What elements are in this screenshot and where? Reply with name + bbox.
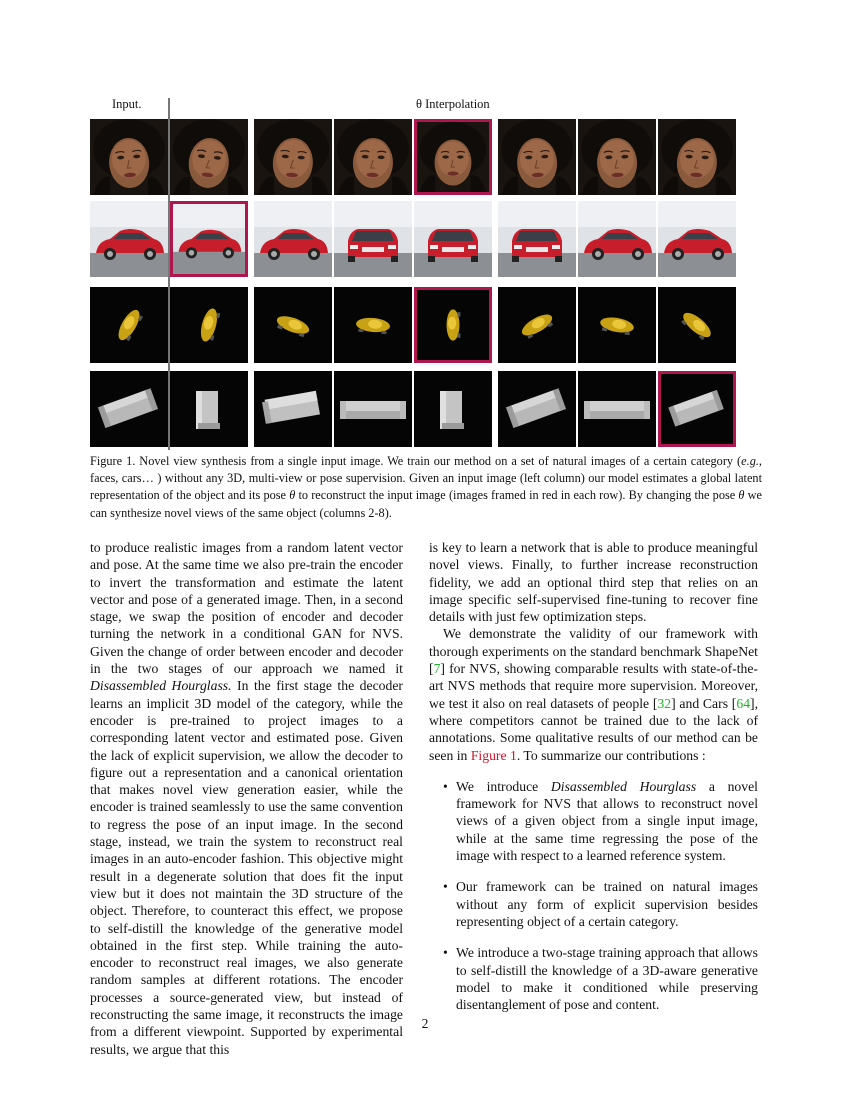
- contribution-1-text-b: a novel framework for NVS that allows to reconstruct novel views of a given object from a single input image, while at the same time regressing the pose of the image with respect to a learned reference system.: [456, 778, 758, 864]
- figure-caption: [90, 453, 762, 522]
- caption-part-3: to reconstruct the input image (images framed in red in each row). By changing the pose: [295, 488, 739, 503]
- contribution-3-text: We introduce a two-stage training approach that allows to self-distill the knowledge of a 3D-aware generative model to make it conditioned while preserving disentanglement of pose and content.: [456, 945, 758, 1013]
- caption-eg: e.g.: [741, 454, 759, 468]
- input-thumbnail: [90, 119, 168, 195]
- contribution-item: [429, 778, 758, 864]
- right-text-b: ] for NVS, showing comparable results with state-of-the-art NVS methods that require more supervision. Moreover, we test it also on real datasets of people [: [429, 661, 758, 711]
- contribution-1-method-name: Disassembled Hourglass: [550, 778, 697, 794]
- citation-7[interactable]: 7: [433, 661, 441, 677]
- novel-view-thumbnail: [498, 201, 576, 277]
- novel-view-thumbnail: [254, 201, 332, 277]
- column-header-theta-interpolation: θ Interpolation: [416, 97, 490, 111]
- novel-view-thumbnail: [334, 371, 412, 447]
- bullet: •: [443, 945, 448, 961]
- reconstruction-thumbnail: [414, 119, 492, 195]
- contribution-1-text-a: We introduce: [456, 778, 551, 794]
- novel-view-thumbnail: [254, 287, 332, 363]
- left-paragraph: [90, 539, 403, 1058]
- novel-view-thumbnail: [334, 119, 412, 195]
- page-number: 2: [421, 1016, 429, 1031]
- right-column: [429, 539, 758, 1027]
- left-column: [90, 539, 403, 1058]
- contribution-item: [429, 944, 758, 1013]
- figure-1: [90, 95, 740, 450]
- bullet: •: [443, 879, 448, 895]
- contribution-item: [429, 878, 758, 930]
- left-text-a: to produce realistic images from a random latent vector and pose. At the same time we also pre-train the encoder to invert the transformation and estimate the latent vector and pose of a generated image. Then, in a second stage, we swap the position of encoder and decoder turning the network in a conditional GAN for NVS. Given the change of order between encoder and decoder in the two stages of our approach we named it: [90, 540, 403, 677]
- novel-view-thumbnail: [498, 287, 576, 363]
- caption-theta-1: θ: [289, 488, 296, 503]
- citation-32[interactable]: 32: [657, 695, 672, 711]
- novel-view-thumbnail: [658, 119, 736, 195]
- novel-view-thumbnail: [414, 201, 492, 277]
- caption-part-2: , faces, cars… ) without any 3D, multi-view or pose supervision. Given an input image (left column) our model estimates a global latent representation of the object and its pose: [90, 454, 762, 503]
- right-paragraph-1: is key to learn a network that is able to produce meaningful novel views. Finally, to further increase reconstruction fidelity, we add an optional third step that relies on an image specific self-supervised fine-tuning to recover fine details with just few optimization steps.: [429, 540, 758, 625]
- contributions-list: [429, 778, 758, 1014]
- input-thumbnail: [90, 371, 168, 447]
- novel-view-thumbnail: [170, 287, 248, 363]
- left-text-b: In the first stage the decoder learns an implicit 3D model of the category, while the encoder is pre-trained to project images to a corresponding latent vector and estimated pose. Given the lack of explicit supervision, we allow the decoder to figure out a representation and a canonical orientation that makes novel view generation easier, while the encoder is trained seamlessly to use the same convention to regress the pose of an input image. In the second stage, instead, we train the system to reconstruct real images in an auto-encoder fashion. This objective might result in a degenerate solution that does fit the input view but it does not maintain the 3D structure of the object. Therefore, to counteract this effect, we propose to self-distill the knowledge of the generative model obtained in the first step. While training the auto-encoder to reconstruct real images, we also generate random samples at different rotations. The encoder processes a source-generated view, but instead of reconstructing the same image, it reconstructs the image from a different viewpoint. Supported by experimental results, we argue that this: [90, 678, 403, 1057]
- caption-part-4: we can synthesize novel views of the same object (columns 2-8).: [90, 488, 762, 520]
- reconstruction-thumbnail: [170, 201, 248, 277]
- caption-part-1: Figure 1. Novel view synthesis from a single input image. We train our method on a set of natural images of a certain category (: [90, 454, 742, 468]
- novel-view-thumbnail: [578, 201, 656, 277]
- figure-1-link[interactable]: Figure 1: [470, 747, 517, 763]
- bullet: •: [443, 778, 448, 794]
- novel-view-thumbnail: [170, 119, 248, 195]
- citation-64[interactable]: 64: [736, 695, 751, 711]
- input-thumbnail: [90, 201, 168, 277]
- method-name: Disassembled Hourglass.: [90, 678, 232, 694]
- novel-view-thumbnail: [334, 287, 412, 363]
- novel-view-thumbnail: [170, 371, 248, 447]
- input-thumbnail: [90, 287, 168, 363]
- novel-view-thumbnail: [578, 371, 656, 447]
- novel-view-thumbnail: [578, 287, 656, 363]
- novel-view-thumbnail: [658, 287, 736, 363]
- right-text-d: ], where competitors cannot be trained due to the lack of annotations. Some qualitative results of our method can be seen in: [429, 695, 759, 763]
- novel-view-thumbnail: [334, 201, 412, 277]
- right-text-a: We demonstrate the validity of our framework with thorough experiments on the standard benchmark ShapeNet [: [429, 626, 758, 677]
- right-text-c: ] and Cars [: [671, 695, 737, 711]
- caption-theta-2: θ: [738, 488, 745, 503]
- right-paragraph-2: [429, 625, 758, 763]
- novel-view-thumbnail: [578, 119, 656, 195]
- novel-view-thumbnail: [498, 119, 576, 195]
- reconstruction-thumbnail: [658, 371, 736, 447]
- novel-view-thumbnail: [254, 371, 332, 447]
- novel-view-thumbnail: [254, 119, 332, 195]
- right-text-e: . To summarize our contributions :: [516, 747, 706, 763]
- novel-view-thumbnail: [414, 371, 492, 447]
- column-header-input: Input.: [112, 97, 142, 111]
- contribution-2-text: Our framework can be trained on natural images without any form of explicit supervision besides representing object of a certain category.: [456, 879, 758, 929]
- novel-view-thumbnail: [498, 371, 576, 447]
- reconstruction-thumbnail: [414, 287, 492, 363]
- novel-view-thumbnail: [658, 201, 736, 277]
